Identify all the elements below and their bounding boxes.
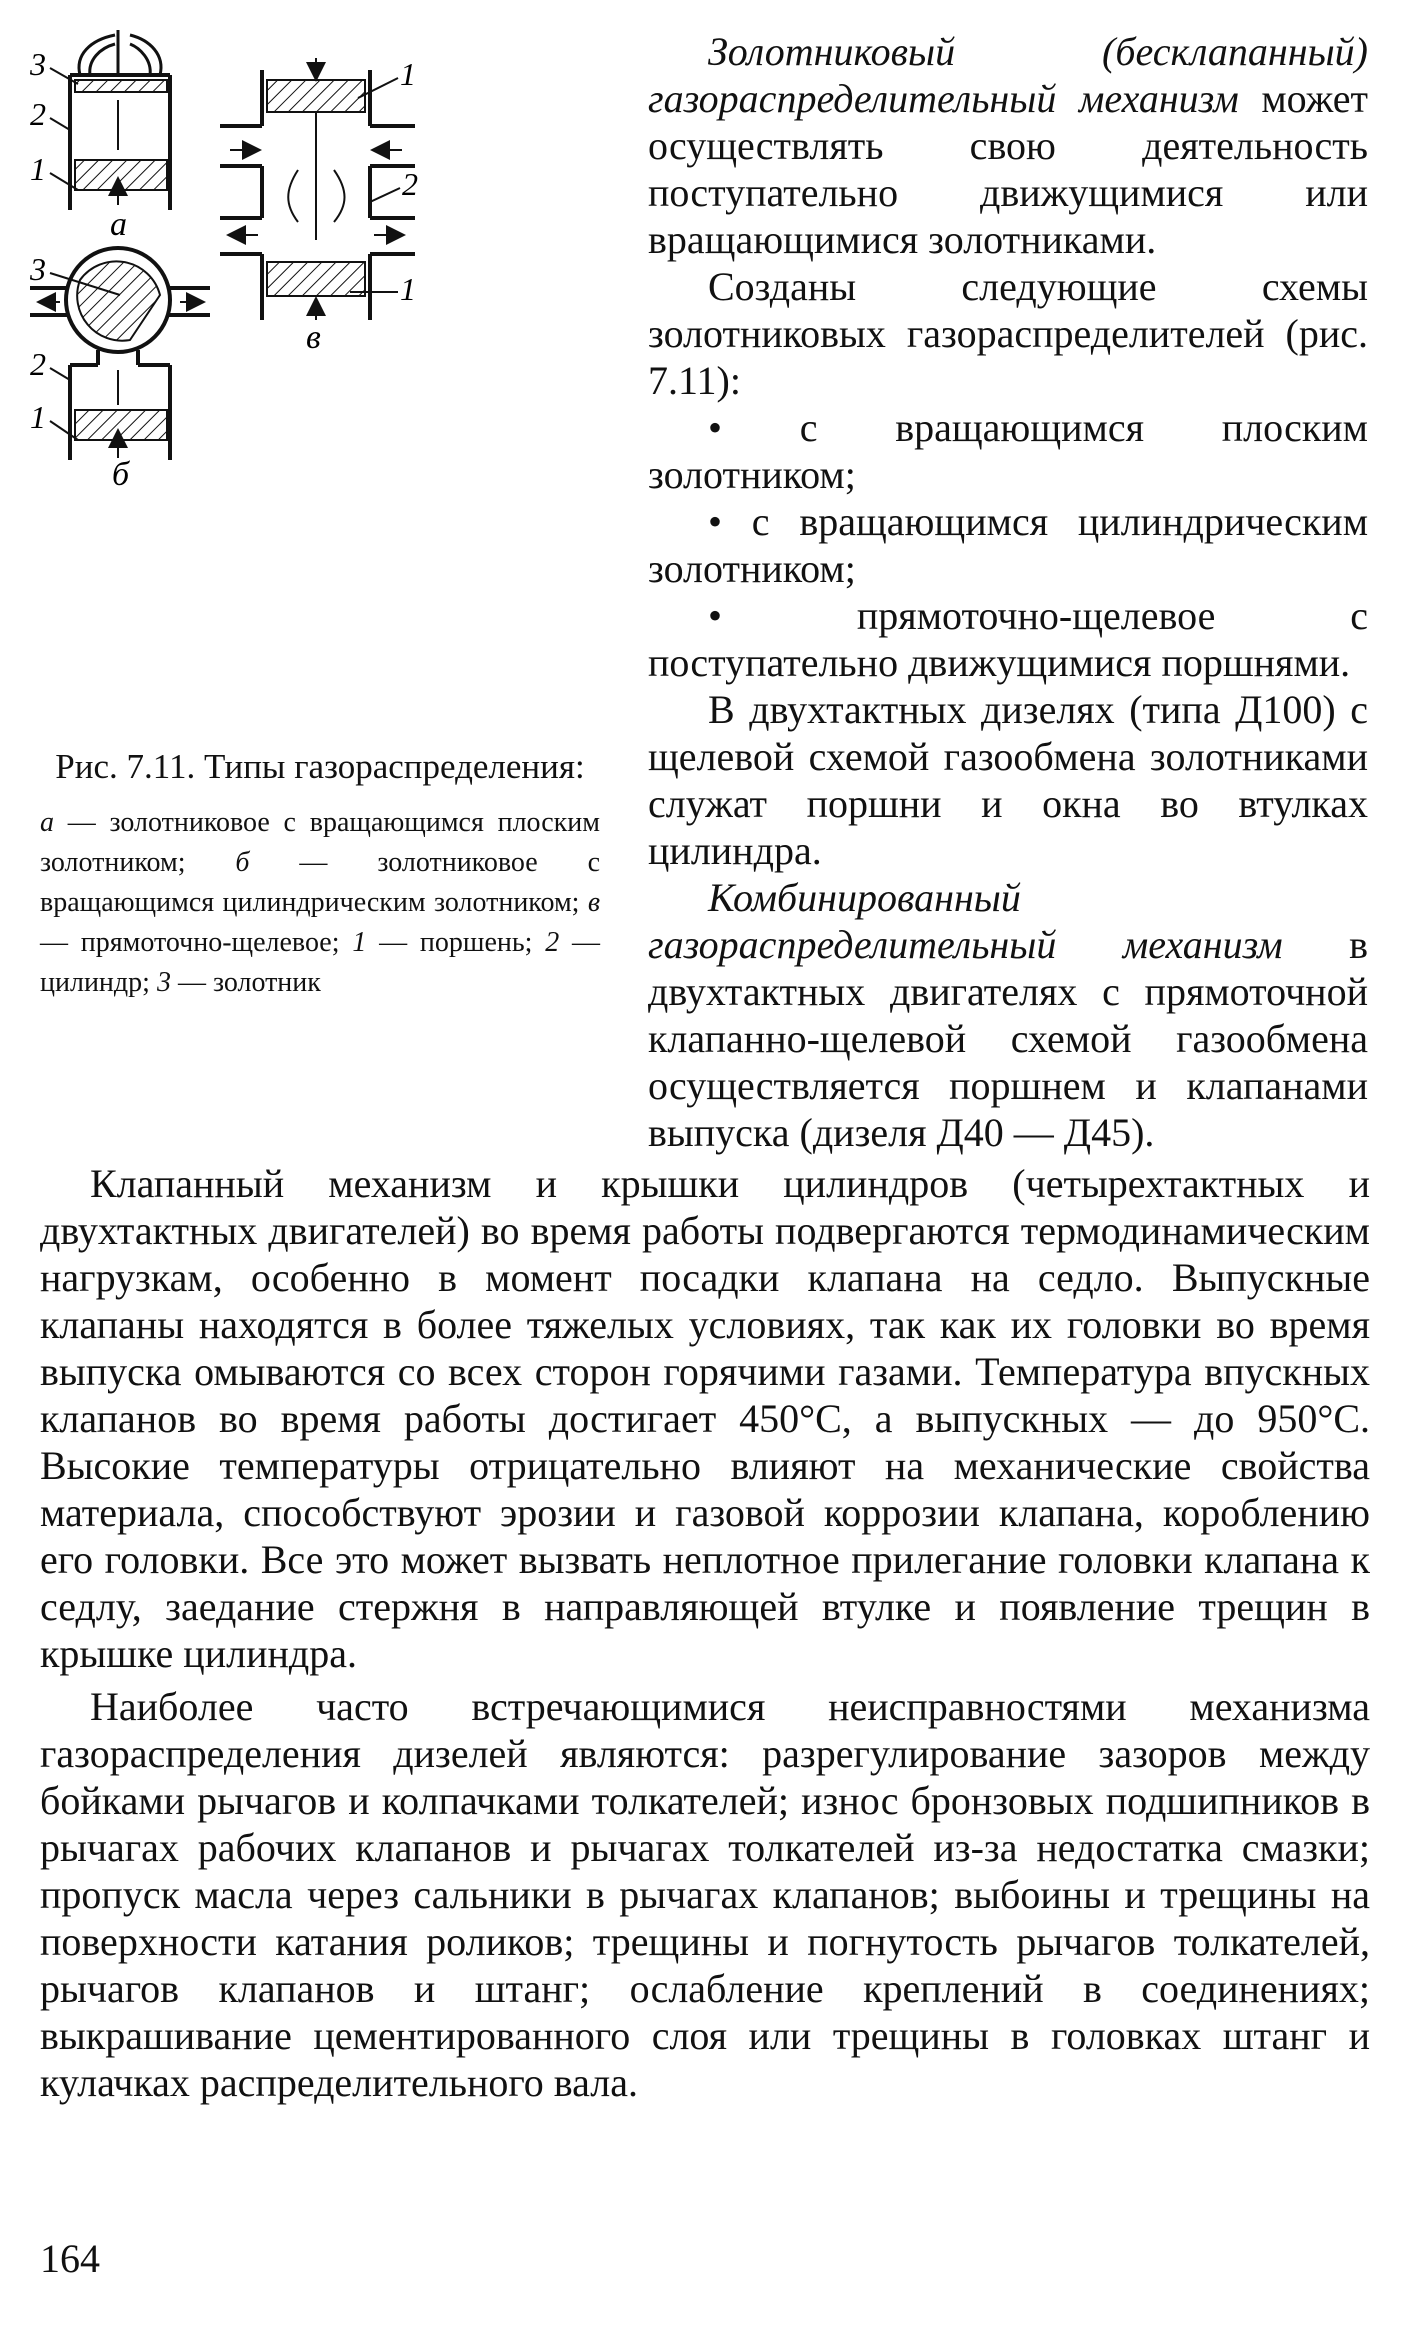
scheme-v: [220, 58, 415, 320]
fig-b-label-1: 1: [30, 399, 46, 435]
paragraph-faults: Наиболее часто встречающимися неисправностями механизма газораспределения дизелей являются: разрегулирование зазоров между бойками рычагов и колпачками толкателей; износ бронзовых подшипников в рычагах рабочих клапанов и рычагах толкателей из-за недостатка смазки; пропуск масла через сальники в рычагах клапанов; выбоины и трещины на поверхности катания роликов; трещины и погнутость рычагов толкателей, рычагов клапанов и штанг; ослабление креплений в соединениях; выкрашивание цементированного слоя или трещины в головках штанг и кулачках распределительного вала.: [40, 1684, 1370, 2105]
fig-v-label-2: 2: [402, 166, 418, 202]
paragraph-combined-mechanism: [648, 874, 1368, 1156]
fig-letter-b: б: [112, 456, 130, 493]
caption-title: Рис. 7.11. Типы газораспределения:: [55, 747, 585, 786]
fig-a-label-1: 1: [30, 151, 46, 187]
fig-b-label-3: 3: [30, 251, 46, 287]
paragraph-valve-loads: Клапанный механизм и крышки цилиндров (четырехтактных и двухтактных двигателей) во время работы подвергаются термодинамическим нагрузкам, особенно в момент посадки клапана на седло. Выпускные клапаны находятся в более тяжелых условиях, так как их головки во время выпуска омываются со всех сторон горячими газами. Температура впускных клапанов во время работы достигает 450°С, а выпускных — до 950°С. Высокие температуры отрицательно влияют на механические свойства материала, способствуют эрозии и газовой коррозии клапана, короблению его головки. Все это может вызвать неплотное прилегание головки клапана к седлу, заедание стержня в направляющей втулке и появление трещин в крышке цилиндра.: [40, 1161, 1370, 1676]
fig-v-label-1-bottom: 1: [400, 271, 416, 307]
gas-distribution-diagram: [30, 30, 620, 720]
scheme-a: [70, 30, 170, 210]
fig-a-label-3: 3: [30, 46, 46, 82]
right-column: [648, 28, 1368, 1156]
paragraph-schemes-intro: Созданы следующие схемы золотниковых газораспределителей (рис. 7.11):: [648, 264, 1368, 403]
legend-key: а: [40, 807, 54, 838]
figure-caption: [40, 745, 600, 1003]
scheme-b: [30, 248, 210, 460]
legend-key: б: [235, 847, 250, 878]
legend-key: 2: [545, 927, 560, 958]
fig-a-label-2: 2: [30, 96, 46, 132]
page-number: 164: [40, 2236, 100, 2281]
paragraph-spool-mechanism: [648, 28, 1368, 263]
fig-letter-v: в: [306, 319, 321, 356]
body-text: [40, 1160, 1370, 2106]
bullet-item: • прямоточно-щелевое с поступательно движущимися поршнями.: [648, 593, 1368, 685]
fig-b-label-2: 2: [30, 346, 46, 382]
paragraph-text: в двухтактных двигателях с прямоточной клапанно-щелевой схемой газообмена осуществляется поршнем и клапанами выпуска (дизеля Д40 — Д45).: [648, 922, 1368, 1155]
legend-text: — поршень;: [366, 927, 546, 958]
paragraph-text: может осуществлять свою деятельность поступательно движущимися или вращающимися золотниками.: [648, 76, 1368, 262]
term-spool-mechanism: Золотниковый (бесклапанный) газораспределительный механизм: [648, 29, 1368, 121]
fig-letter-a: а: [110, 206, 127, 243]
bullet-item: • с вращающимся плоским золотником;: [648, 405, 1368, 497]
legend-text: — прямоточно-щелевое;: [40, 927, 353, 958]
term-combined-mechanism: Комбинированный газораспределительный механизм: [648, 875, 1283, 967]
legend-text: — цилиндр;: [40, 927, 600, 998]
legend-text: — золотник: [170, 967, 321, 998]
legend-key: 1: [352, 927, 367, 958]
fig-v-label-1-top: 1: [400, 56, 416, 92]
legend-key: в: [587, 887, 600, 918]
caption-legend: [40, 803, 600, 1003]
legend-text: — золотниковое с вращающимся цилиндрическим золотником;: [40, 847, 600, 918]
paragraph-two-stroke: В двухтактных дизелях (типа Д100) с щелевой схемой газообмена золотниками служат поршни и окна во втулках цилиндра.: [648, 687, 1368, 873]
legend-key: 3: [156, 967, 171, 998]
figure-7-11: [30, 30, 620, 720]
bullet-item: • с вращающимся цилиндрическим золотником;: [648, 499, 1368, 591]
legend-text: — золотниковое с вращающимся плоским золотником;: [40, 807, 600, 878]
